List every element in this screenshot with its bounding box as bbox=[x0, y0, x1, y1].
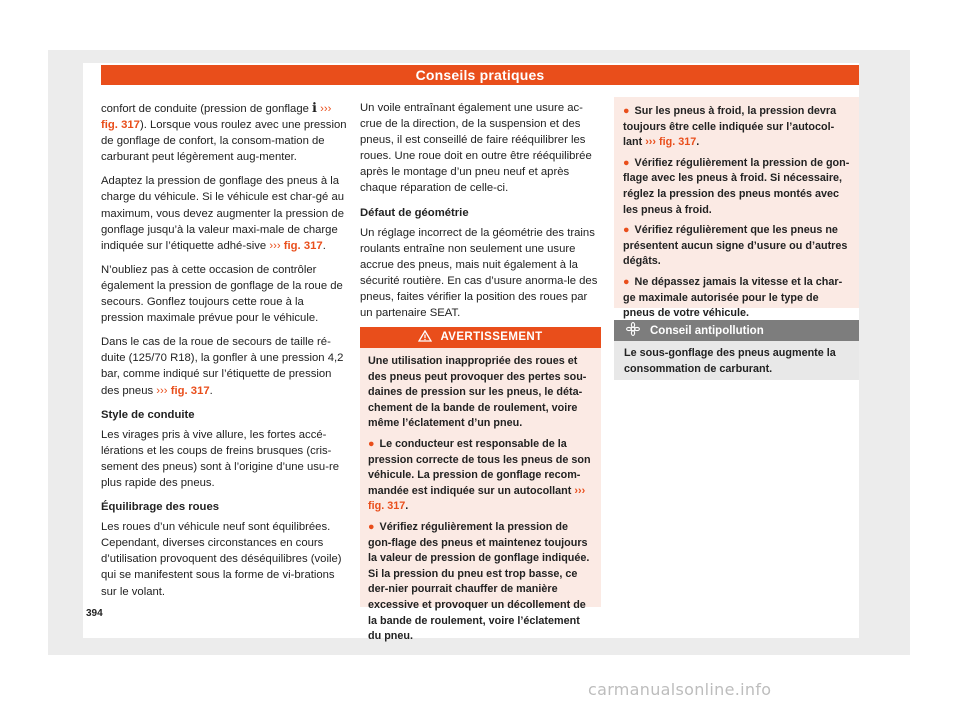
figure-link[interactable]: fig. 317 bbox=[368, 500, 406, 513]
figure-link[interactable]: fig. 317 bbox=[283, 239, 323, 252]
ref-arrow: ››› bbox=[320, 103, 332, 115]
environment-text: Le sous-gonflage des pneus augmente la consommation de carburant. bbox=[624, 347, 836, 375]
warning-title: AVERTISSEMENT bbox=[440, 330, 543, 343]
subheading: Équilibrage des roues bbox=[101, 501, 220, 514]
paragraph: N’oubliez pas à cette occasion de contrôler également la pression de gonflage de la roue de secours. Gonflez toujours cette roue à la pression maximale prévue pour le véhicule. bbox=[101, 263, 343, 325]
column-middle bbox=[360, 100, 600, 329]
paragraph: Dans le cas de la roue de secours de taille ré-duite (125/70 R18), la gonfler à une pression 4,2 bar, comme indiqué sur l’étiquette de pression des pneus ››› fig. 317. bbox=[101, 336, 344, 397]
paragraph: Adaptez la pression de gonflage des pneus à la charge du véhicule. Si le véhicule est char-gé au maximum, vous devez augmenter la pression de gonflage jusqu’à la valeur maxi-male de charge indiquée sur l’étiquette adhé-sive ››› fig. 317. bbox=[101, 175, 345, 252]
list-item: ● Vérifiez régulièrement que les pneus ne présentent aucun signe d’usure ou d’autres dégâts. bbox=[623, 224, 848, 268]
list-item: ● Vérifiez régulièrement la pression de gon-flage des pneus et maintenez toujours la valeur de pression de gonflage indiquée. Si la pression du pneu est trop basse, ce der-nier pourrait chauffer de manière excessive et provoquer un décollement de la bande de roulement, voire l’éclatement du pneu. bbox=[368, 520, 590, 643]
paragraph: Une utilisation inappropriée des roues et des pneus peut provoquer des pertes sou-daines de pression sur les pneus, le déta-chement de la bande de roulement, voire même l’éclatement d’un pneu. bbox=[368, 355, 587, 430]
ref-arrow: ››› bbox=[156, 384, 168, 397]
environment-title: Conseil antipollution bbox=[650, 324, 764, 337]
list-item: ● Sur les pneus à froid, la pression devra toujours être celle indiquée sur l’autocol-lant ››› fig. 317. bbox=[623, 105, 837, 149]
ref-arrow: ››› bbox=[645, 136, 656, 149]
paragraph: Les roues d’un véhicule neuf sont équilibrées. Cependant, diverses circonstances en cours d’utilisation provoquent des déséquilibres (voile) qui se manifestent sous la forme de vi-brations sur le volant. bbox=[101, 521, 342, 598]
subheading: Défaut de géométrie bbox=[360, 206, 469, 219]
bullet: ● bbox=[623, 275, 630, 288]
list-item: ● Le conducteur est responsable de la pression correcte de tous les pneus de son véhicule. La pression de gonflage recom-mandée est indiquée sur un autocollant ››› fig. 317. bbox=[368, 437, 591, 513]
bullet: ● bbox=[368, 520, 375, 533]
warning-box bbox=[360, 327, 601, 643]
info-icon: ℹ bbox=[312, 100, 317, 115]
bullet: ● bbox=[623, 156, 630, 169]
figure-link[interactable]: fig. 317 bbox=[170, 384, 210, 397]
paragraph: Un réglage incorrect de la géométrie des trains roulants entraîne non seulement une usure accrue des pneus, mais nuit également à la sécurité routière. En cas d’usure anorma-le des pneus, faites vérifier la position des roues par un partenaire SEAT. bbox=[360, 226, 598, 320]
bullet: ● bbox=[623, 105, 630, 117]
page-number: 394 bbox=[86, 608, 103, 619]
environment-header bbox=[614, 320, 859, 341]
bullet: ● bbox=[368, 437, 375, 450]
warning-body bbox=[360, 348, 601, 645]
watermark: carmanualsonline.info bbox=[588, 680, 772, 699]
paragraph: Les virages pris à vive allure, les fortes accé-lérations et les coups de freins brusques (cris-sement des pneus) sont à l’origine d’une usu-re plus rapide des pneus. bbox=[101, 428, 340, 489]
list-item: ● Vérifiez régulièrement la pression de gon-flage avec les pneus à froid. Si nécessaire, réglez la pression des pneus montés avec les pneus à froid. bbox=[623, 156, 850, 216]
paragraph: confort de conduite (pression de gonflage ℹ ››› fig. 317). Lorsque vous roulez avec une pression de gonflage de confort, la consom-mation de carburant peut légèrement aug-menter. bbox=[101, 100, 347, 164]
subheading: Style de conduite bbox=[101, 408, 195, 421]
ref-arrow: ››› bbox=[269, 239, 281, 252]
list-item: ● Ne dépassez jamais la vitesse et la char-ge maximale autorisée pour le type de pneus de votre véhicule. bbox=[623, 275, 843, 320]
tips-box bbox=[614, 97, 859, 320]
figure-link[interactable]: fig. 317 bbox=[659, 136, 697, 149]
paragraph: Un voile entraînant également une usure ac-crue de la direction, de la suspension et des pneus, il est conseillé de faire rééquilibrer les roues. Une roue doit en outre être rééquilibrée après le montage d’un pneu neuf et après chaque réparation de celle-ci. bbox=[360, 102, 592, 195]
section-header bbox=[101, 65, 859, 85]
bullet: ● bbox=[623, 224, 630, 237]
environment-box bbox=[614, 320, 859, 380]
column-left bbox=[101, 100, 348, 608]
warning-triangle-icon bbox=[418, 330, 432, 346]
warning-header bbox=[360, 327, 601, 348]
section-title: Conseils pratiques bbox=[415, 67, 545, 83]
leaf-icon bbox=[626, 322, 640, 339]
figure-link[interactable]: fig. 317 bbox=[101, 119, 140, 132]
ref-arrow: ››› bbox=[574, 484, 586, 497]
